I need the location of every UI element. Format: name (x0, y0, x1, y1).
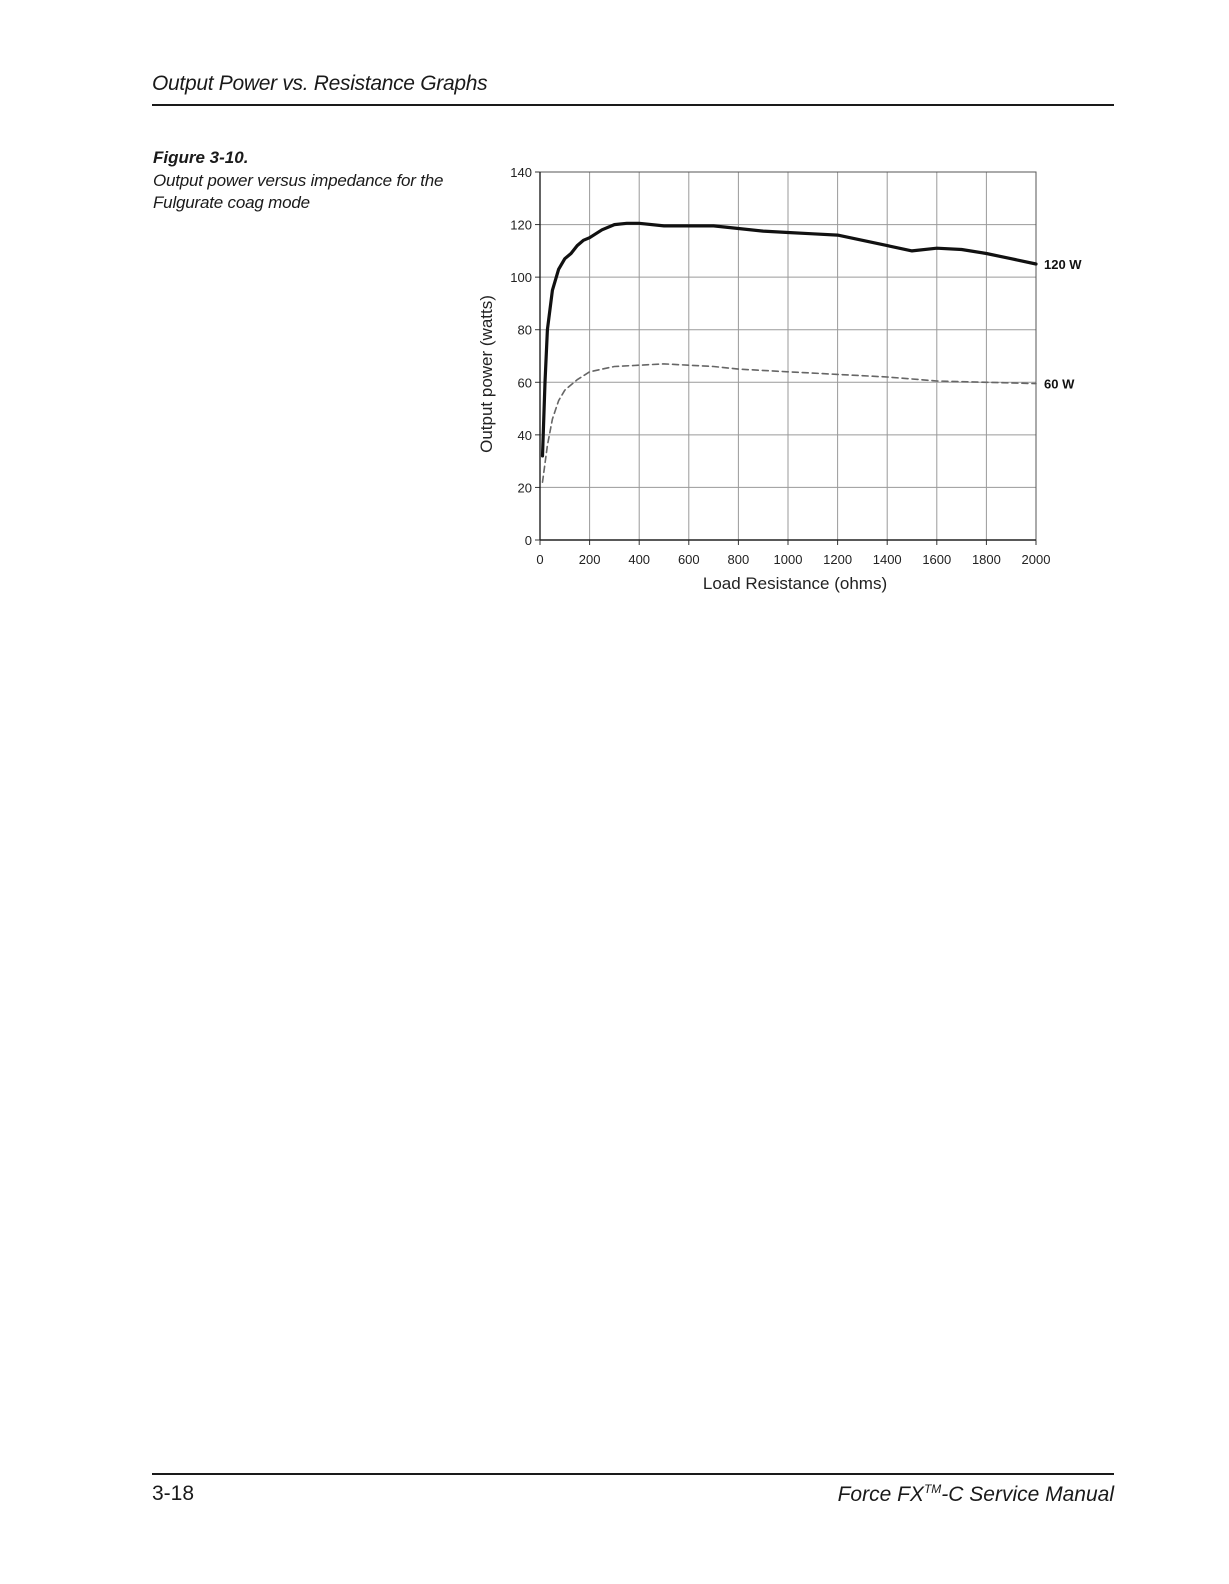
chart-labels (510, 165, 1082, 567)
x-tick-label: 600 (677, 552, 700, 567)
y-tick-label: 0 (524, 533, 532, 548)
y-tick-label: 40 (517, 427, 532, 443)
series-label: 120 W (1044, 257, 1082, 272)
chart-series (542, 223, 1036, 482)
y-axis-title: Output power (watts) (477, 295, 496, 453)
manual-title-suffix: -C Service Manual (941, 1483, 1114, 1506)
x-tick-label: 1200 (823, 552, 853, 567)
x-tick-label: 1400 (872, 552, 902, 567)
trademark-mark: TM (923, 1482, 942, 1496)
page-header-title: Output Power vs. Resistance Graphs (152, 72, 488, 95)
x-tick-label: 1000 (773, 552, 803, 567)
chart-grid (540, 172, 1036, 540)
footer-rule (152, 1473, 1114, 1475)
y-tick-label: 140 (510, 165, 532, 180)
y-tick-label: 60 (517, 375, 532, 391)
y-tick-label: 100 (510, 270, 532, 286)
y-tick-label: 120 (510, 217, 532, 233)
x-tick-label: 2000 (1021, 552, 1051, 567)
manual-title-prefix: Force FX (837, 1483, 924, 1506)
x-axis-title: Load Resistance (ohms) (702, 574, 888, 593)
y-tick-label: 80 (517, 322, 532, 338)
series-label: 60 W (1044, 376, 1075, 392)
figure-caption: Output power versus impedance for the Fulgurate coag mode (153, 171, 444, 212)
header-rule (152, 104, 1114, 106)
series-line-60-w (543, 364, 1037, 482)
x-tick-label: 1800 (971, 552, 1001, 567)
x-tick-label: 0 (536, 552, 544, 567)
x-tick-label: 1600 (922, 552, 952, 567)
series-line-120-w (543, 223, 1037, 456)
x-tick-label: 800 (727, 552, 750, 567)
figure-label: Figure 3-10. (153, 148, 249, 167)
page-number: 3-18 (152, 1482, 195, 1505)
power-vs-resistance-chart (460, 150, 1100, 610)
manual-title (838, 1482, 1114, 1507)
y-tick-label: 20 (517, 480, 532, 496)
x-tick-label: 400 (628, 552, 651, 567)
x-tick-label: 200 (578, 552, 601, 567)
